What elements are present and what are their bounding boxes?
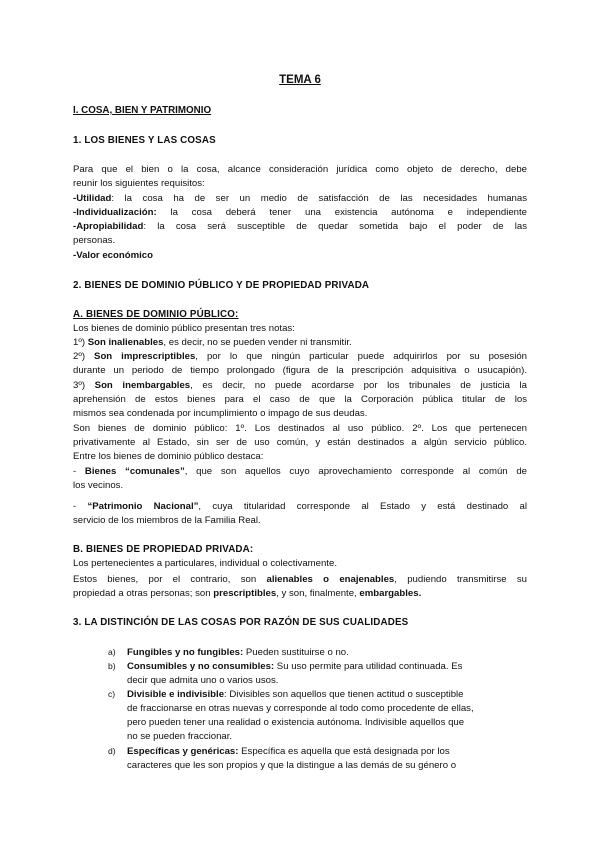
- list-item-term: Divisible e indivisible: [127, 689, 225, 700]
- requirement-term: -Individualización:: [73, 207, 157, 218]
- paragraph-line: propiedad a otras personas; son prescriptibles, y son, finalmente, embargables.: [73, 588, 422, 599]
- list-marker: d): [108, 746, 116, 756]
- paragraph-line: - “Patrimonio Nacional”, cuya titularidad corresponde al Estado y está destinado al: [73, 501, 527, 512]
- list-item-line: [127, 660, 527, 674]
- requirement-item: [73, 192, 527, 206]
- paragraph-line: 2º) Son imprescriptibles, por lo que ningún particular puede adquirirlos por su posesión: [73, 351, 527, 362]
- list-item-line: [127, 688, 527, 702]
- paragraph-line: 3º) Son inembargables, es decir, no puede acordarse por los tribunales de justicia la: [73, 380, 528, 391]
- list-item-text: no se pueden fraccionar.: [127, 731, 233, 742]
- paragraph-line: los vecinos.: [73, 480, 124, 491]
- list-item-text: Su uso permite para utilidad continuada. Es: [274, 661, 463, 672]
- list-marker: a): [108, 647, 116, 657]
- list-item-line: [127, 702, 527, 716]
- list-item-text: decir que admita uno o varios usos.: [127, 675, 279, 686]
- paragraph-line: Entre los bienes de dominio público destaca:: [73, 451, 264, 462]
- list-item-term: Consumibles y no consumibles:: [127, 661, 275, 672]
- subsection-b-heading: B. BIENES DE PROPIEDAD PRIVADA:: [73, 544, 254, 555]
- list-item-line: [127, 730, 527, 744]
- subsection-heading: 1. LOS BIENES Y LAS COSAS: [73, 135, 216, 146]
- list-marker: b): [108, 661, 116, 671]
- paragraph-line: Son bienes de dominio público: 1º. Los destinados al uso público. 2º. Los que pertenecen: [73, 423, 527, 434]
- list-marker: c): [108, 689, 116, 699]
- requirement-term: -Utilidad: [73, 193, 112, 204]
- list-item-text: caracteres que les son propios y que la distingue a las demás de su género o: [127, 760, 457, 771]
- requirement-item: [73, 234, 527, 248]
- list-item-text: Pueden sustituirse o no.: [243, 647, 349, 658]
- list-item-line: [127, 759, 527, 773]
- requirement-item: [73, 249, 527, 263]
- subsection-a-heading: A. BIENES DE DOMINIO PÚBLICO:: [73, 309, 239, 320]
- requirement-term: -Valor económico: [73, 250, 153, 261]
- list-item-line: [127, 716, 527, 730]
- requirement-text: : la cosa ha de ser un medio de satisfacción de las necesidades humanas: [111, 193, 527, 204]
- paragraph-line: - Bienes “comunales”, que son aquellos cuyo aprovechamiento corresponde al común de: [73, 466, 527, 477]
- paragraph-line: reunir los siguientes requisitos:: [73, 178, 205, 189]
- requirement-text: : la cosa será susceptible de quedar sometida bajo el poder de las: [143, 221, 527, 232]
- requirement-text: personas.: [73, 235, 116, 246]
- requirement-term: -Apropiabilidad: [73, 221, 144, 232]
- paragraph-line: Estos bienes, por el contrario, son alienables o enajenables, pudiendo transmitirse su: [73, 574, 527, 585]
- list-item-text: : Divisibles son aquellos que tienen actitud o susceptible: [224, 689, 464, 700]
- requirement-item: [73, 220, 527, 234]
- paragraph-line: Los pertenecientes a particulares, individual o colectivamente.: [73, 558, 337, 569]
- paragraph-line: Los bienes de dominio público presentan tres notas:: [73, 323, 295, 334]
- requirement-item: [73, 206, 527, 220]
- requirement-text: la cosa deberá tener una existencia autónoma e independiente: [156, 207, 527, 218]
- page-title: TEMA 6: [279, 74, 321, 86]
- list-item-line: [127, 674, 527, 688]
- paragraph-line: aprehensión de estos bienes para el caso de que la Corporación pública titular de los: [73, 394, 527, 405]
- list-item-text: pero pueden tener una realidad o existencia autónoma. Indivisible aquellos que: [127, 717, 465, 728]
- paragraph-line: durante un periodo de tiempo prolongado (figura de la prescripción adquisitiva o usucapión).: [73, 365, 527, 376]
- paragraph-line: 1º) Son inalienables, es decir, no se pueden vender ni transmitir.: [73, 337, 352, 348]
- paragraph-line: privativamente al Estado, sin ser de uso común, y están destinados a algún servicio público.: [73, 437, 527, 448]
- list-item-line: [127, 745, 527, 759]
- paragraph-line: servicio de los miembros de la Familia Real.: [73, 515, 261, 526]
- list-item-term: Fungibles y no fungibles:: [127, 647, 244, 658]
- paragraph-line: mismos sea condenada por incumplimiento o impago de sus deudas.: [73, 408, 368, 419]
- list-item-text: de fraccionarse en otras nuevas y corresponde al todo como procedente de ellas,: [127, 703, 474, 714]
- subsection-heading: 2. BIENES DE DOMINIO PÚBLICO Y DE PROPIEDAD PRIVADA: [73, 280, 370, 291]
- section-heading: I. COSA, BIEN Y PATRIMONIO: [73, 105, 212, 116]
- subsection-heading: 3. LA DISTINCIÓN DE LAS COSAS POR RAZÓN DE SUS CUALIDADES: [73, 617, 409, 628]
- paragraph-line: Para que el bien o la cosa, alcance consideración jurídica como objeto de derecho, debe: [73, 164, 527, 175]
- list-item-text: Específica es aquella que está designada por los: [238, 746, 450, 757]
- list-item-term: Específicas y genéricas:: [127, 746, 239, 757]
- list-item-line: [127, 646, 527, 660]
